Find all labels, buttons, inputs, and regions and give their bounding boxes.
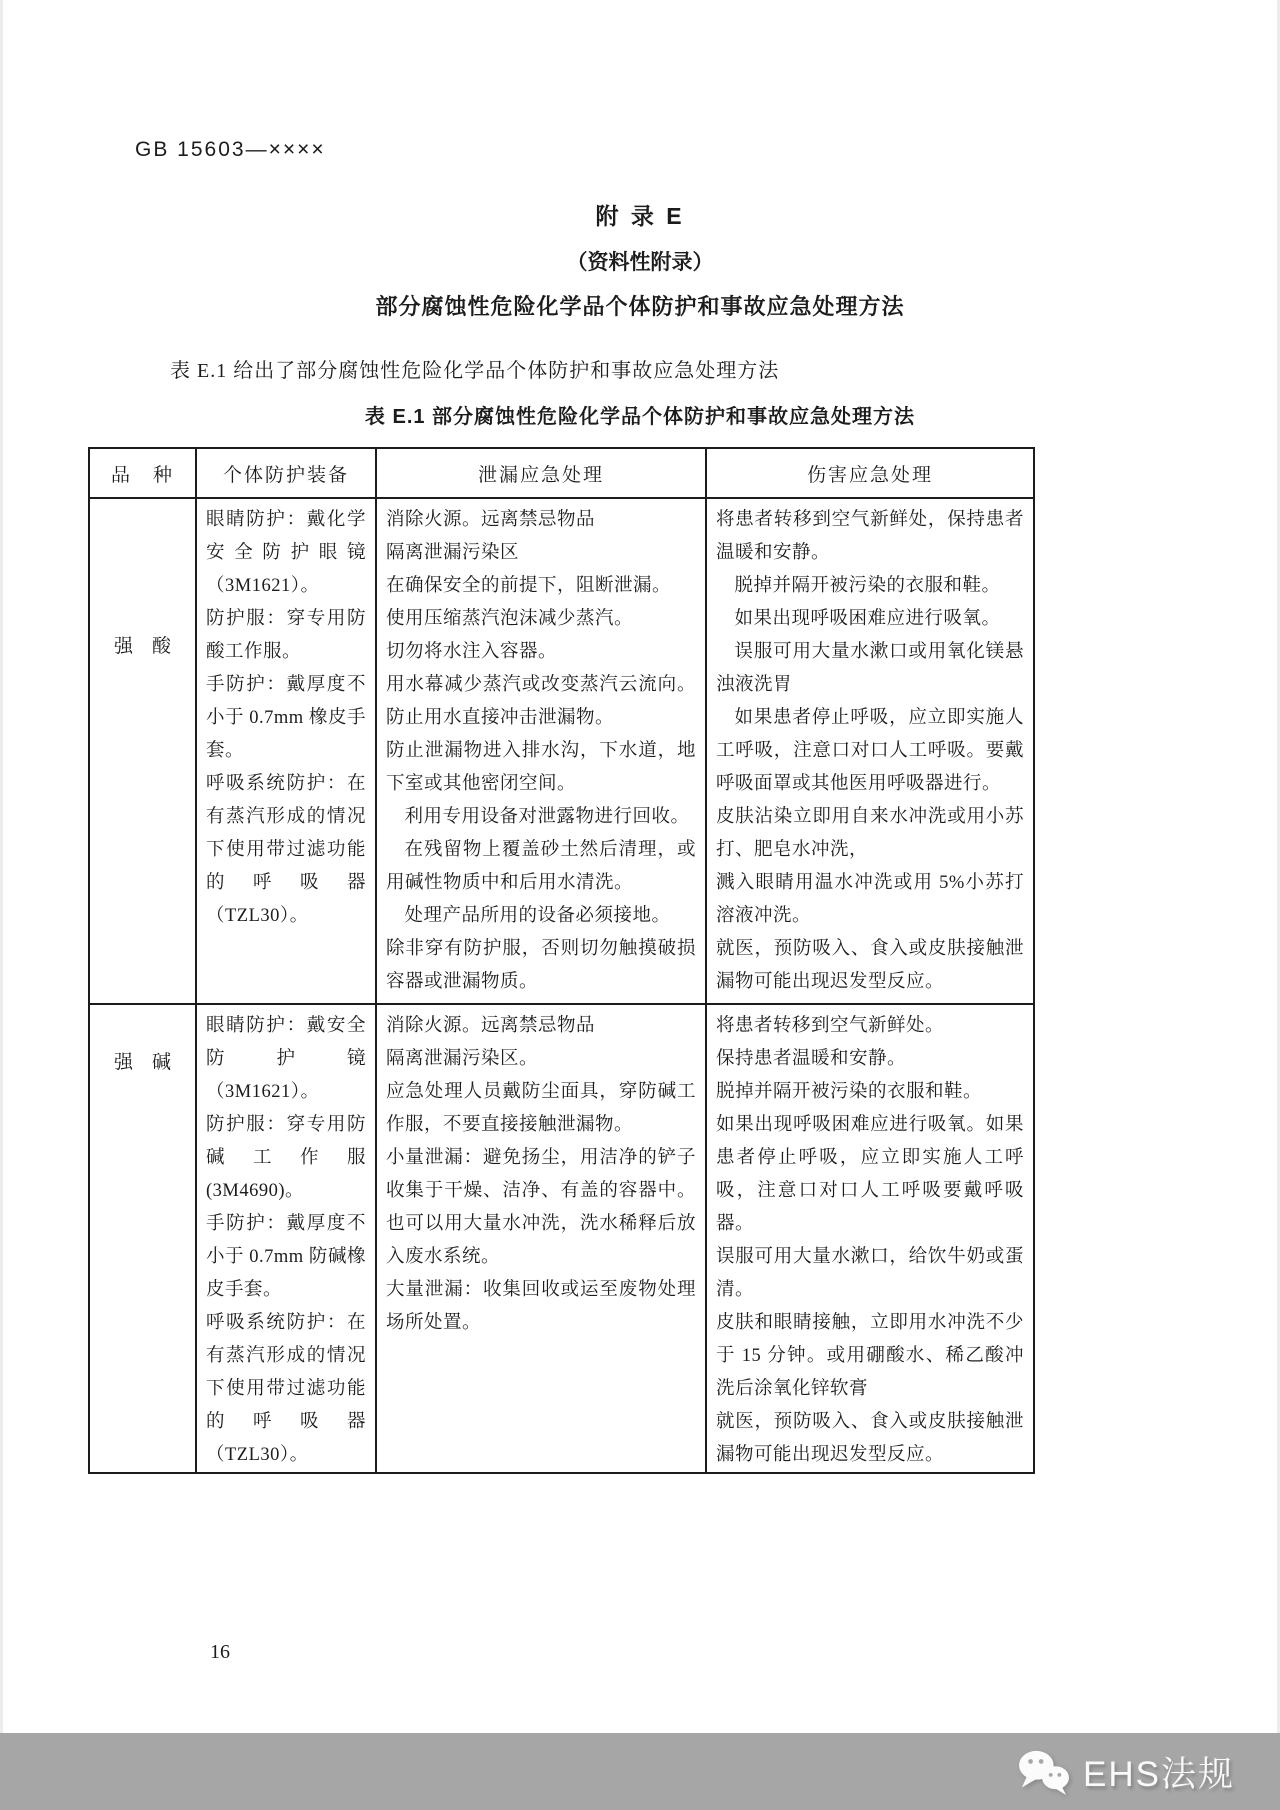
cell-paragraph: 处理产品所用的设备必须接地。	[404, 906, 671, 926]
cell-paragraph: 手防护：戴厚度不小于 0.7mm 防碱橡皮手套。	[206, 1214, 366, 1300]
table-header-row	[89, 448, 1034, 498]
cell-paragraph: 防护服：穿专用防酸工作服。	[206, 609, 366, 662]
intro-paragraph: 表 E.1 给出了部分腐蚀性危险化学品个体防护和事故应急处理方法	[170, 360, 780, 382]
cell-paragraph: 隔离泄漏污染区。	[386, 1049, 539, 1069]
cell-paragraph: 消除火源。远离禁忌物品	[386, 1016, 596, 1036]
cell-paragraph: 消除火源。远离禁忌物品	[386, 510, 596, 530]
cell-paragraph: 防护服：穿专用防碱工作服(3M4690)。	[206, 1115, 366, 1201]
cell-paragraph: 误服可用大量水漱口或用氧化镁悬浊液洗胃	[716, 642, 1024, 695]
watermark-text: EHS法规	[1083, 1754, 1235, 1794]
appendix-heading: 部分腐蚀性危险化学品个体防护和事故应急处理方法	[375, 294, 905, 319]
cell-paragraph: 保持患者温暖和安静。	[716, 1049, 907, 1069]
col-header-category: 品 种	[89, 448, 196, 498]
cell-paragraph: 利用专用设备对泄露物进行回收。	[404, 807, 690, 827]
cell-paragraph: 呼吸系统防护：在有蒸汽形成的情况下使用带过滤功能的呼吸器（TZL30）。	[206, 1313, 366, 1465]
cell-paragraph: 将患者转移到空气新鲜处。	[716, 1016, 945, 1036]
injury-cell	[706, 498, 1034, 1004]
wechat-bubbles-icon	[1015, 1748, 1073, 1796]
cell-paragraph: 应急处理人员戴防尘面具，穿防碱工作服，不要直接接触泄漏物。	[386, 1082, 696, 1135]
cell-paragraph: 眼睛防护：戴安全防护镜（3M1621）。	[206, 1016, 366, 1102]
cell-paragraph: 皮肤和眼睛接触，立即用水冲洗不少于 15 分钟。或用硼酸水、稀乙酸冲洗后涂氧化锌软膏	[716, 1313, 1024, 1399]
cell-paragraph: 用水幕减少蒸汽或改变蒸汽云流向。防止用水直接冲击泄漏物。	[386, 675, 696, 728]
cell-paragraph: 隔离泄漏污染区	[386, 543, 520, 563]
footer-watermark-band	[0, 1733, 1280, 1810]
appendix-title: 附 录 E	[595, 203, 685, 229]
cell-paragraph: 误服可用大量水漱口，给饮牛奶或蛋清。	[716, 1247, 1024, 1300]
table-e1	[88, 447, 1035, 1474]
cell-paragraph: 切勿将水注入容器。	[386, 642, 558, 662]
cell-paragraph: 眼睛防护：戴化学安全防护眼镜（3M1621）。	[206, 510, 366, 596]
cell-paragraph: 手防护：戴厚度不小于 0.7mm 橡皮手套。	[206, 675, 366, 761]
category-cell	[89, 498, 196, 1004]
cell-paragraph: 如果患者停止呼吸，应立即实施人工呼吸，注意口对口人工呼吸。要戴呼吸面罩或其他医用呼吸器进行。	[716, 708, 1024, 794]
page-number: 16	[210, 1641, 230, 1663]
cell-paragraph: 如果出现呼吸困难应进行吸氧。	[734, 609, 1001, 629]
standard-code: GB 15603—××××	[135, 138, 326, 161]
cell-paragraph: 小量泄漏：避免扬尘，用洁净的铲子收集于干燥、洁净、有盖的容器中。也可以用大量水冲洗，洗水稀释后放入废水系统。	[386, 1148, 696, 1267]
cell-paragraph: 就医，预防吸入、食入或皮肤接触泄漏物可能出现迟发型反应。	[716, 939, 1024, 992]
watermark	[1015, 1747, 1235, 1797]
cell-paragraph: 就医，预防吸入、食入或皮肤接触泄漏物可能出现迟发型反应。	[716, 1412, 1024, 1465]
ppe-cell	[196, 1004, 376, 1473]
cell-paragraph: 溅入眼睛用温水冲洗或用 5%小苏打溶液冲洗。	[716, 873, 1024, 926]
table-row-strong-alkali	[89, 1004, 1034, 1473]
ppe-cell	[196, 498, 376, 1004]
injury-cell	[706, 1004, 1034, 1473]
table-caption: 表 E.1 部分腐蚀性危险化学品个体防护和事故应急处理方法	[364, 406, 916, 428]
cell-paragraph: 脱掉并隔开被污染的衣服和鞋。	[734, 576, 1001, 596]
category-cell	[89, 1004, 196, 1473]
cell-paragraph: 在确保安全的前提下，阻断泄漏。	[386, 576, 672, 596]
cell-paragraph: 除非穿有防护服，否则切勿触摸破损容器或泄漏物质。	[386, 939, 696, 992]
cell-paragraph: 皮肤沾染立即用自来水冲洗或用小苏打、肥皂水冲洗，	[716, 807, 1024, 860]
cell-paragraph: 如果出现呼吸困难应进行吸氧。如果患者停止呼吸，应立即实施人工呼吸，注意口对口人工呼吸要戴呼吸器。	[716, 1115, 1024, 1234]
cell-paragraph: 在残留物上覆盖砂土然后清理，或用碱性物质中和后用水清洗。	[386, 840, 696, 893]
cell-paragraph: 使用压缩蒸汽泡沫减少蒸汽。	[386, 609, 634, 629]
cell-paragraph: 防止泄漏物进入排水沟，下水道，地下室或其他密闭空间。	[386, 741, 696, 794]
appendix-subtitle: （资料性附录）	[566, 251, 714, 274]
table-row-strong-acid	[89, 498, 1034, 1004]
col-header-leak: 泄漏应急处理	[376, 448, 706, 498]
col-header-injury: 伤害应急处理	[706, 448, 1034, 498]
cell-paragraph: 呼吸系统防护：在有蒸汽形成的情况下使用带过滤功能的呼吸器（TZL30）。	[206, 774, 366, 926]
category-label: 强 碱	[113, 1052, 171, 1073]
category-label: 强 酸	[113, 636, 171, 657]
cell-paragraph: 将患者转移到空气新鲜处，保持患者温暖和安静。	[716, 510, 1024, 563]
cell-paragraph: 脱掉并隔开被污染的衣服和鞋。	[716, 1082, 983, 1102]
cell-paragraph: 大量泄漏：收集回收或运至废物处理场所处置。	[386, 1280, 696, 1333]
col-header-ppe: 个体防护装备	[196, 448, 376, 498]
leak-cell	[376, 498, 706, 1004]
leak-cell	[376, 1004, 706, 1473]
